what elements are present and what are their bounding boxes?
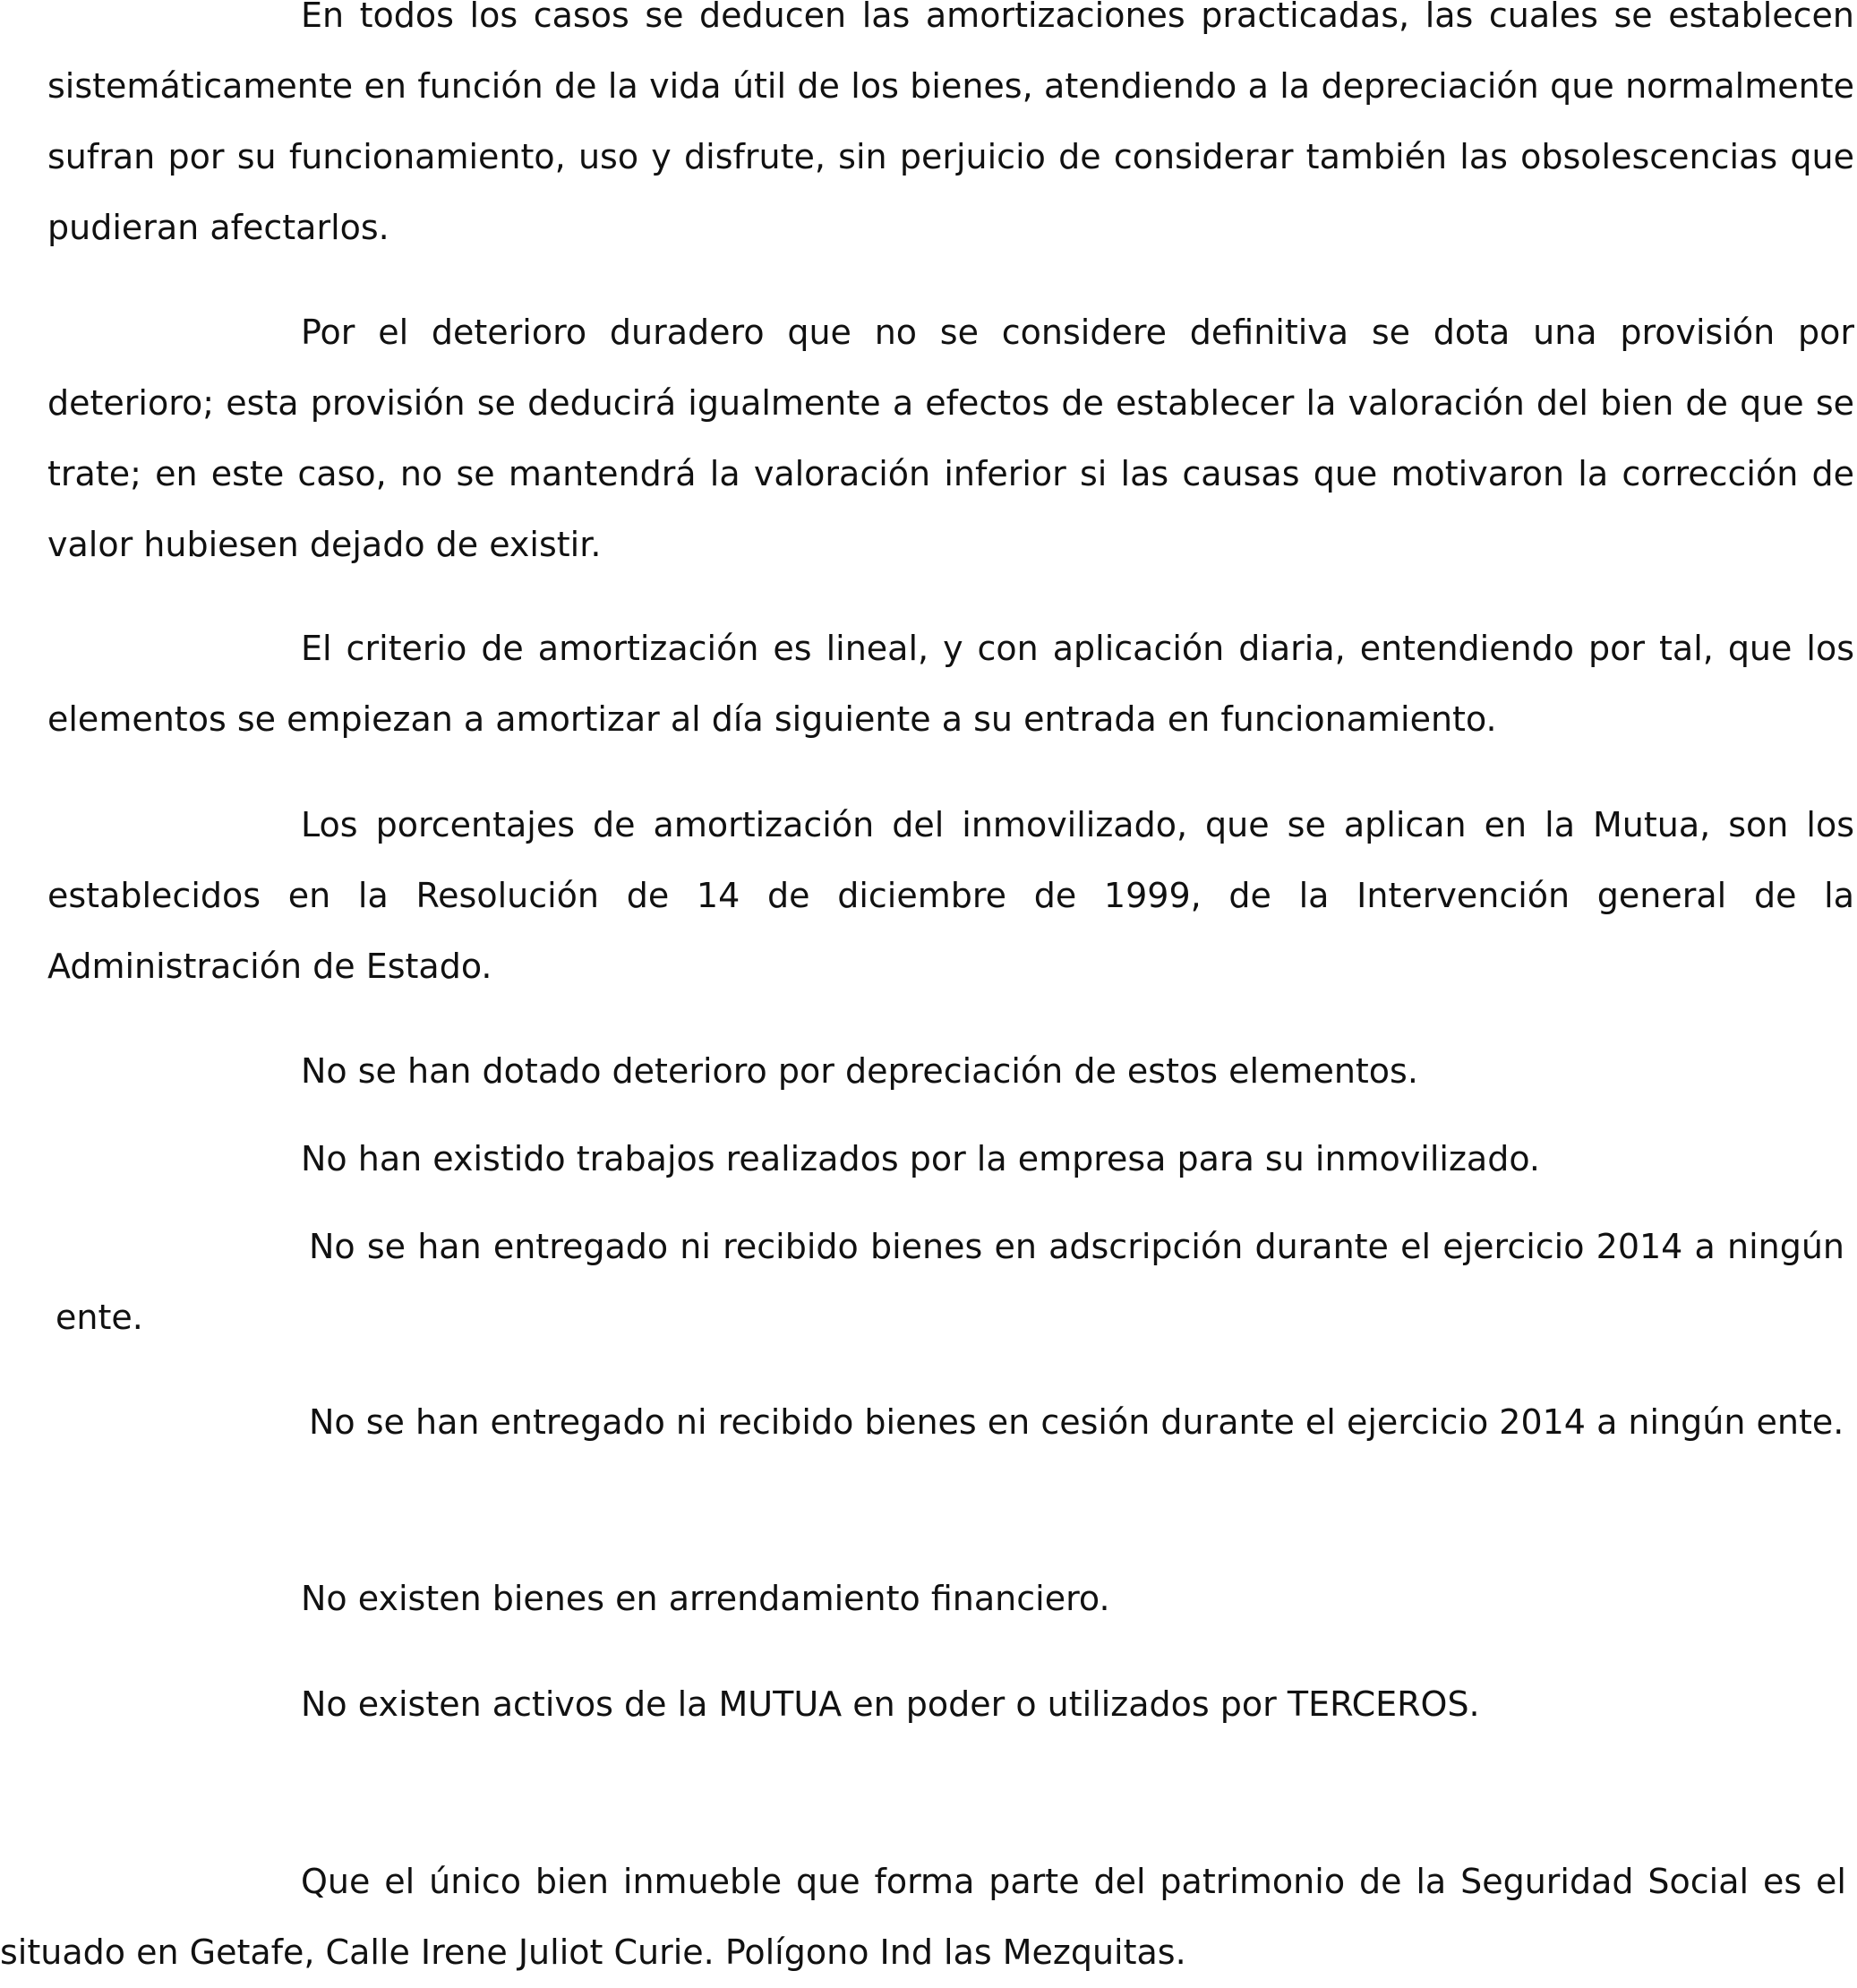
paragraph-deterioro: Por el deterioro duradero que no se considere definitiva se dota una provisión por deterioro; esta provisión se deducirá igualmente a efectos de establecer la valoración del bien de que se trate; en este caso, no se mantendrá la valoración inferior si las causas que motivaron la corrección de valor hubiesen dejado de existir.	[47, 313, 1854, 564]
paragraph-cesion: No se han entregado ni recibido bienes en cesión durante el ejercicio 2014 a ningún ente.	[309, 1402, 1844, 1442]
paragraph-bien-inmueble: Que el único bien inmueble que forma parte del patrimonio de la Seguridad Social es el situado en Getafe, Calle Irene Juliot Curie. Polígono Ind las Mezquitas.	[0, 1862, 1846, 1972]
paragraph-activos-terceros: No existen activos de la MUTUA en poder o utilizados por TERCEROS.	[301, 1684, 1480, 1724]
paragraph-criterio-amortizacion: El criterio de amortización es lineal, y con aplicación diaria, entendiendo por tal, que los elementos se empiezan a amortizar al día siguiente a su entrada en funcionamiento.	[47, 629, 1854, 739]
paragraph-adscripcion: No se han entregado ni recibido bienes en adscripción durante el ejercicio 2014 a ningún ente.	[56, 1227, 1844, 1337]
paragraph-arrendamiento: No existen bienes en arrendamiento financiero.	[301, 1579, 1110, 1618]
paragraph-amortizaciones: En todos los casos se deducen las amortizaciones practicadas, las cuales se establecen sistemáticamente en función de la vida útil de los bienes, atendiendo a la depreciación que normalmente sufran por su funcionamiento, uso y disfrute, sin perjuicio de considerar también las obsolescencias que pudieran afectarlos.	[47, 0, 1854, 247]
paragraph-no-deterioro: No se han dotado deterioro por depreciación de estos elementos.	[301, 1051, 1418, 1091]
paragraph-porcentajes: Los porcentajes de amortización del inmovilizado, que se aplican en la Mutua, son los establecidos en la Resolución de 14 de diciembre de 1999, de la Intervención general de la Administración de Estado.	[47, 805, 1854, 986]
paragraph-no-trabajos: No han existido trabajos realizados por la empresa para su inmovilizado.	[301, 1139, 1540, 1178]
